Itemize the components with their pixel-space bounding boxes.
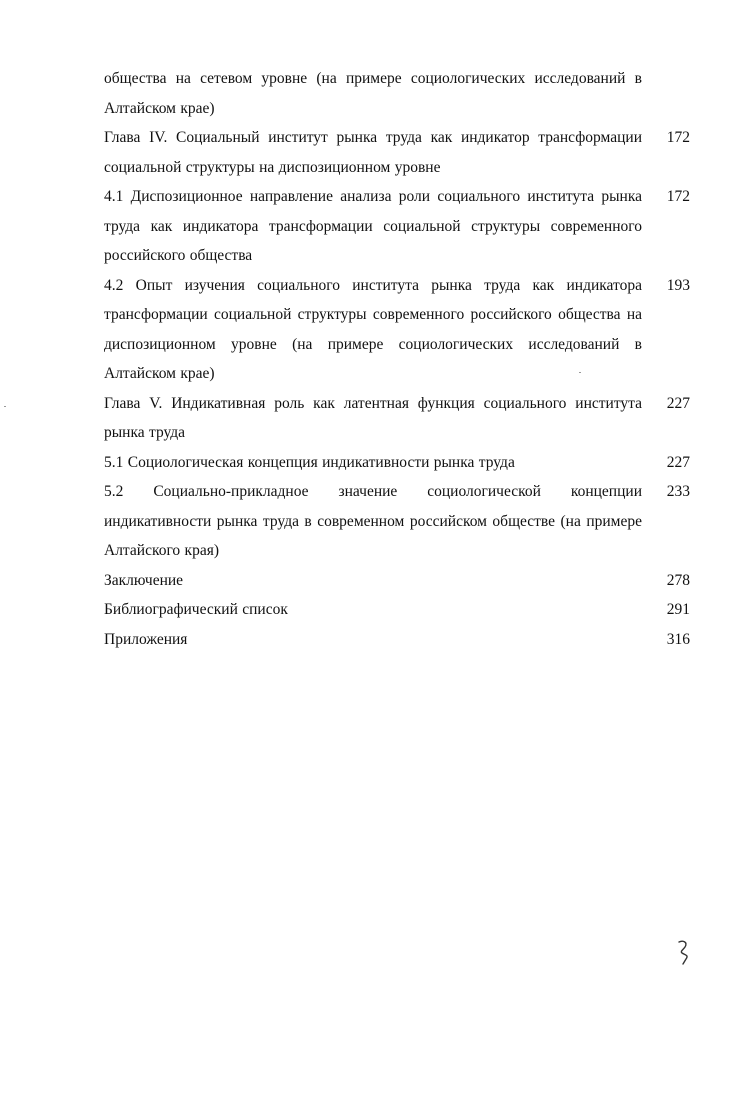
toc-entry-section-4-2 [0,271,733,389]
toc-entry-page: 278 [666,571,690,589]
toc-entry-title: 4.2 Опыт изучения социального института рынка труда как индикатора трансформации социальной структуры современного российского общества на диспозиционном уровне (на примере социологических исследований в Алтайском крае) [104,276,642,382]
toc-entry-section-5-2 [0,477,733,566]
scan-speck [579,372,581,373]
toc-entry-section-5-1 [0,448,733,478]
toc-entry-title: Глава V. Индикативная роль как латентная функция социального института рынка труда [104,394,642,441]
table-of-contents [0,64,733,654]
toc-entry-chapter-4 [0,123,733,182]
toc-entry-page: 233 [666,483,690,500]
toc-entry-page: 291 [666,601,690,618]
toc-entry-chapter-5 [0,389,733,448]
toc-entry-page: 316 [666,630,690,648]
toc-entry-title: общества на сетевом уровне (на примере социологических исследований в Алтайском крае) [104,70,642,117]
toc-entry-title: 5.2 Социально-прикладное значение социологической концепции индикативности рынка труда в современном российском обществе (на примере Алтайского края) [104,483,642,559]
toc-entry-page: 227 [666,394,690,412]
toc-entry-section-4-1 [0,182,733,271]
toc-entry-title: Заключение [104,571,184,589]
toc-entry-page: 227 [666,453,690,471]
toc-entry-title: 4.1 Диспозиционное направление анализа роли социального института рынка труда как индикатора трансформации социальной структуры современного российского общества [104,188,642,264]
toc-entry-title: Библиографический список [104,601,288,618]
toc-entry-title: 5.1 Социологическая концепция индикативности рынка труда [104,453,515,471]
handwritten-page-mark [676,938,692,968]
toc-entry-page: 172 [666,188,690,205]
toc-entry-bibliography [0,595,733,625]
toc-entry-page: 193 [666,276,690,294]
toc-entry-page: 172 [666,129,690,146]
toc-entry-conclusion [0,566,733,596]
toc-entry-title: Приложения [104,630,188,648]
toc-entry-continuation [0,64,733,123]
toc-entry-title: Глава IV. Социальный институт рынка труда как индикатор трансформации социальной структуры на диспозиционном уровне [104,129,642,176]
scan-speck [4,406,6,407]
toc-entry-appendices [0,625,733,655]
